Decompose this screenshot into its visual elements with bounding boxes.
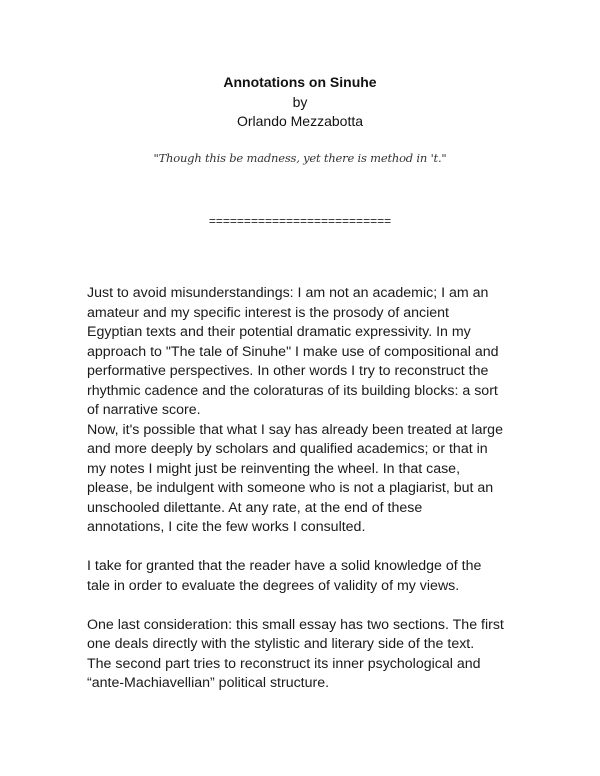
body-line: approach to "The tale of Sinuhe" I make use of compositional and bbox=[87, 343, 499, 360]
body-text bbox=[87, 284, 537, 694]
body-line: unschooled dilettante. At any rate, at the end of these bbox=[87, 499, 423, 516]
paragraph-gap bbox=[87, 596, 537, 616]
body-line: The second part tries to reconstruct its inner psychological and bbox=[87, 655, 481, 672]
section-separator: ========================== bbox=[208, 214, 392, 228]
body-line: Just to avoid misunderstandings: I am not an academic; I am an bbox=[87, 285, 489, 301]
body-line: “ante-Machiavellian” political structure. bbox=[87, 675, 330, 691]
body-line: Now, it's possible that what I say has already been treated at large bbox=[87, 421, 503, 438]
document-title: Annotations on Sinuhe bbox=[223, 74, 377, 90]
body-line: One last consideration: this small essay has two sections. The first bbox=[87, 616, 504, 633]
body-line: rhythmic cadence and the coloraturas of its building blocks: a sort bbox=[87, 382, 498, 399]
byline-label: by bbox=[292, 94, 308, 110]
body-line: performative perspectives. In other words I try to reconstruct the bbox=[87, 363, 489, 379]
body-line: tale in order to evaluate the degrees of validity of my views. bbox=[87, 577, 460, 594]
body-line: please, be indulgent with someone who is not a plagiarist, but an bbox=[87, 480, 494, 496]
body-line: and more deeply by scholars and qualified academics; or that in bbox=[87, 441, 488, 457]
epigraph-quote: "Though this be madness, yet there is method in 't." bbox=[153, 151, 447, 165]
body-line: one deals directly with the stylistic and literary side of the text. bbox=[87, 636, 475, 652]
author-name: Orlando Mezzabotta bbox=[236, 113, 364, 129]
paragraph-gap bbox=[87, 538, 537, 558]
body-line: of narrative score. bbox=[87, 402, 201, 418]
body-line: my notes I might just be reinventing the wheel. In that case, bbox=[87, 460, 461, 477]
body-line: amateur and my specific interest is the prosody of ancient bbox=[87, 304, 449, 321]
body-line: Egyptian texts and their potential dramatic expressivity. In my bbox=[87, 324, 471, 340]
body-line: annotations, I cite the few works I consulted. bbox=[87, 519, 366, 535]
body-line: I take for granted that the reader have a solid knowledge of the bbox=[87, 558, 482, 574]
